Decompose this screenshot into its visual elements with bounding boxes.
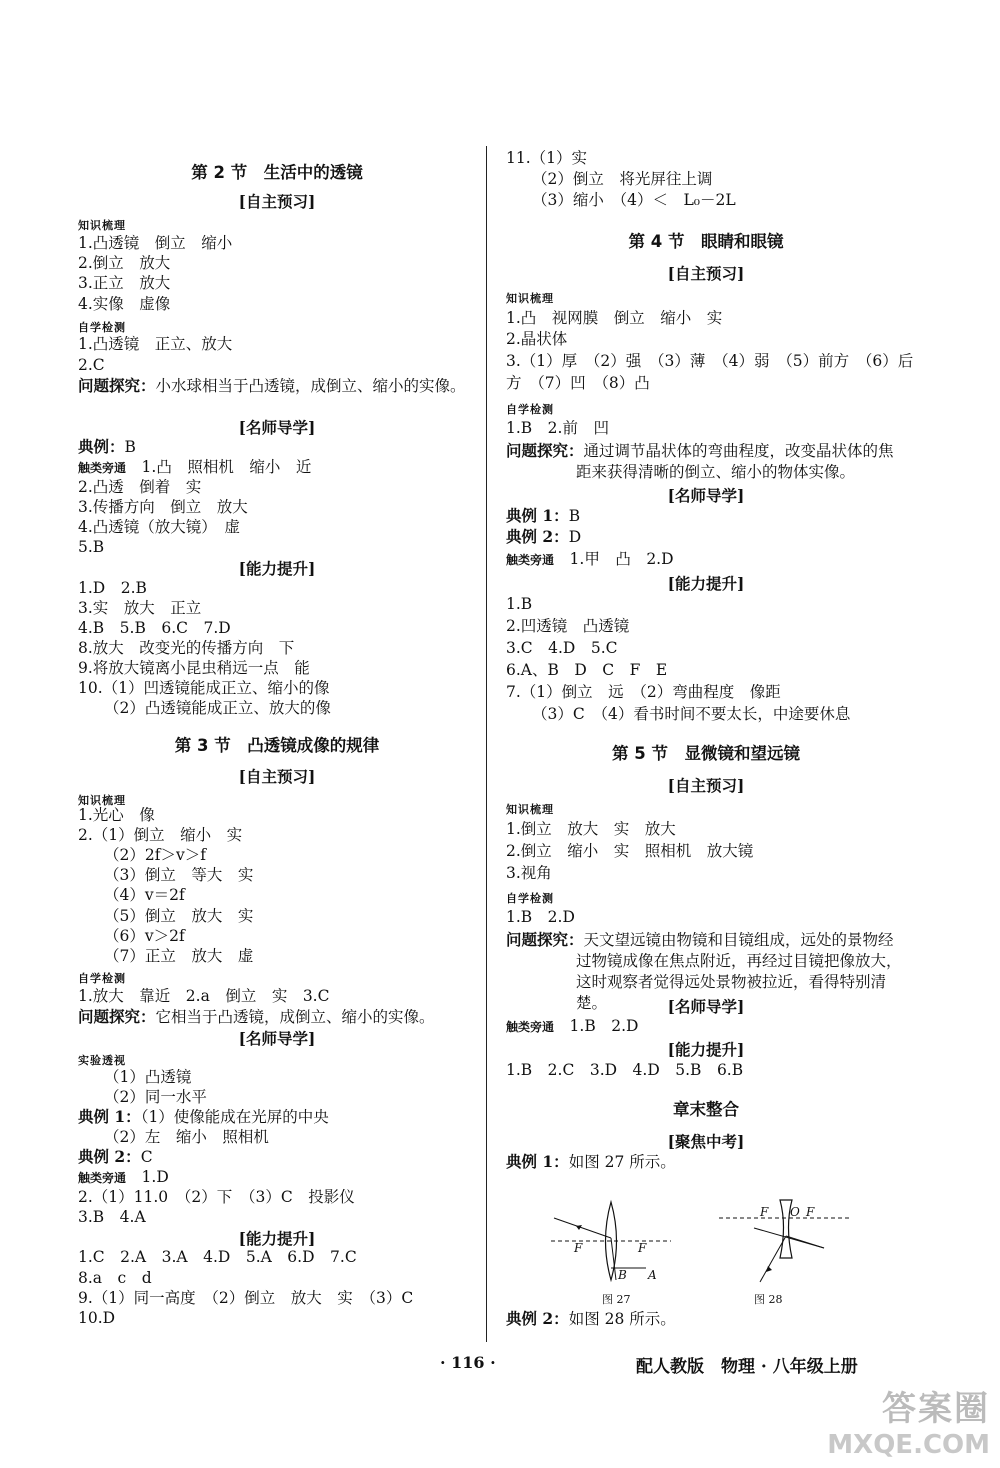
section-title: 第 5 节 显微镜和望远镜 bbox=[612, 744, 800, 763]
fig28-label-o: O bbox=[790, 1205, 800, 1219]
answer-line: 1.B bbox=[506, 595, 533, 613]
inquiry-paragraph bbox=[78, 375, 476, 397]
answer-line: 方 （7）凹 （8）凸 bbox=[506, 374, 650, 392]
answer-line: 1.光心 像 bbox=[78, 806, 155, 824]
inquiry-text: 天文望远镜由物镜和目镜组成，远处的景物经过物镜成像在焦点附近，再经过目镜把像放大，这时观察者觉得远处景物被拉近，看得特别清楚。 bbox=[576, 931, 902, 1012]
tag-label: 实验透视 bbox=[78, 1054, 126, 1067]
answer-line: 2.（1）倒立 缩小 实 bbox=[78, 826, 243, 844]
answer-line: 1.B 2.C 3.D 4.D 5.B 6.B bbox=[506, 1061, 744, 1079]
answer-line: （1）凸透镜 bbox=[104, 1068, 192, 1086]
answer-line: 1.B 2.前 凹 bbox=[506, 419, 609, 437]
ray-segment bbox=[760, 1236, 786, 1282]
subsection-heading: [自主预习] bbox=[667, 776, 745, 795]
inquiry-label: 问题探究： bbox=[506, 441, 584, 460]
answer-line: （2）2f＞v＞f bbox=[104, 846, 206, 864]
answer-line: （3）缩小 （4）＜ L₀－2L bbox=[532, 191, 736, 209]
answer-line: 11.（1）实 bbox=[506, 149, 588, 167]
answer-line: 2.倒立 缩小 实 照相机 放大镜 bbox=[506, 842, 754, 860]
section-title: 第 2 节 生活中的透镜 bbox=[191, 163, 363, 182]
answer-line: 8.放大 改变光的传播方向 下 bbox=[78, 639, 295, 657]
section-title: 第 3 节 凸透镜成像的规律 bbox=[174, 736, 380, 755]
answer-line: 触类旁通 1.甲 凸 2.D bbox=[506, 550, 674, 568]
answer-line: 2.（1）11.0 （2）下 （3）C 投影仪 bbox=[78, 1188, 355, 1206]
answer-line: 触类旁通 1.凸 照相机 缩小 近 bbox=[78, 458, 312, 476]
answer-line: 1.放大 靠近 2.a 倒立 实 3.C bbox=[78, 987, 330, 1005]
answer-line: 典例 1：如图 27 所示。 bbox=[506, 1152, 676, 1171]
answer-line: 3.实 放大 正立 bbox=[78, 599, 202, 617]
answer-line: （4）v＝2f bbox=[104, 886, 185, 904]
column-divider bbox=[486, 146, 487, 1342]
answer-line: 2.晶状体 bbox=[506, 330, 568, 348]
answer-line: 5.B bbox=[78, 538, 105, 556]
subsection-heading: [名师导学] bbox=[667, 486, 745, 505]
inquiry-text: 小水球相当于凸透镜，成倒立、缩小的实像。 bbox=[155, 377, 466, 395]
fig27-label-b: B bbox=[618, 1268, 627, 1282]
tag-label: 自学检测 bbox=[506, 892, 554, 905]
tag-label: 自学检测 bbox=[506, 403, 554, 416]
answer-line: 10.D bbox=[78, 1309, 116, 1327]
fig28-label-f1: F bbox=[760, 1205, 769, 1219]
subsection-heading: [自主预习] bbox=[238, 192, 316, 211]
answer-line: 典例：B bbox=[78, 437, 136, 456]
subsection-heading: [名师导学] bbox=[238, 418, 316, 437]
watermark bbox=[827, 1381, 990, 1460]
answer-line: 4.凸透镜（放大镜） 虚 bbox=[78, 518, 241, 536]
answer-line: 1.倒立 放大 实 放大 bbox=[506, 820, 676, 838]
answer-line: 3.传播方向 倒立 放大 bbox=[78, 498, 248, 516]
subsection-heading: [能力提升] bbox=[667, 1040, 745, 1059]
answer-line: 2.C bbox=[78, 356, 105, 374]
fig28-label-f2: F bbox=[806, 1205, 815, 1219]
tag-label: 自学检测 bbox=[78, 972, 126, 985]
tag-label: 知识梳理 bbox=[78, 794, 126, 807]
figure-27-caption: 图 27 bbox=[602, 1293, 631, 1306]
tag-label: 知识梳理 bbox=[506, 292, 554, 305]
answer-line: 3.视角 bbox=[506, 864, 552, 882]
subsection-heading: [自主预习] bbox=[667, 264, 745, 283]
answer-line: 典例 2：如图 28 所示。 bbox=[506, 1309, 676, 1328]
book-edition: 配人教版 物理 · 八年级上册 bbox=[636, 1357, 858, 1377]
answer-line: 典例 1：B bbox=[506, 506, 581, 525]
answer-line: 7.（1）倒立 远 （2）弯曲程度 像距 bbox=[506, 683, 781, 701]
inquiry-text: 通过调节晶状体的弯曲程度，改变晶状体的焦距来获得清晰的倒立、缩小的物体实像。 bbox=[576, 442, 894, 481]
answer-line: （6）v＞2f bbox=[104, 927, 185, 945]
answer-line: （2）同一水平 bbox=[104, 1088, 207, 1106]
answer-line: （3）C （4）看书时间不要太长，中途要休息 bbox=[532, 705, 851, 723]
answer-line: 1.凸透镜 倒立 缩小 bbox=[78, 234, 233, 252]
answer-line: 典例 2：D bbox=[506, 527, 582, 546]
answer-line: 1.凸透镜 正立、放大 bbox=[78, 335, 233, 353]
answer-line: 9.（1）同一高度 （2）倒立 放大 实 （3）C bbox=[78, 1289, 414, 1307]
answer-line: 4.实像 虚像 bbox=[78, 295, 171, 313]
inquiry-label: 问题探究： bbox=[78, 1007, 156, 1026]
section-title: 章末整合 bbox=[673, 1100, 739, 1119]
answer-line: 典例 1：（1）使像能成在光屏的中央 bbox=[78, 1107, 329, 1126]
fig27-label-f2: F bbox=[638, 1241, 647, 1255]
inquiry-label: 问题探究： bbox=[506, 930, 584, 949]
answer-line: 3.正立 放大 bbox=[78, 274, 171, 292]
answer-line: 典例 2：C bbox=[78, 1147, 153, 1166]
tag-label: 知识梳理 bbox=[78, 219, 126, 232]
answer-line: （2）倒立 将光屏往上调 bbox=[532, 170, 713, 188]
answer-line: 4.B 5.B 6.C 7.D bbox=[78, 619, 231, 637]
answer-line: 1.凸 视网膜 倒立 缩小 实 bbox=[506, 309, 723, 327]
answer-line: 3.（1）厚 （2）强 （3）薄 （4）弱 （5）前方 （6）后 bbox=[506, 352, 914, 370]
answer-line: 8.a c d bbox=[78, 1269, 152, 1287]
figure-28-caption: 图 28 bbox=[754, 1293, 783, 1306]
inquiry-paragraph bbox=[78, 1007, 435, 1027]
answer-line: 1.B 2.D bbox=[506, 908, 575, 926]
subsection-heading: [名师导学] bbox=[238, 1029, 316, 1048]
subsection-heading: [能力提升] bbox=[667, 574, 745, 593]
incident-ray bbox=[554, 1218, 611, 1238]
answer-line: 触类旁通 1.D bbox=[78, 1168, 169, 1186]
figure-28-concave-lens-diagram bbox=[714, 1196, 854, 1288]
fig27-label-f1: F bbox=[574, 1241, 583, 1255]
answer-line: 2.凸透 倒着 实 bbox=[78, 478, 202, 496]
subsection-heading: [能力提升] bbox=[238, 559, 316, 578]
watermark-text: 答案圈 bbox=[882, 1389, 990, 1429]
watermark-url: MXQE.COM bbox=[827, 1430, 990, 1460]
section-title: 第 4 节 眼睛和眼镜 bbox=[628, 232, 784, 251]
answer-line: 1.D 2.B bbox=[78, 579, 147, 597]
answer-line: 3.B 4.A bbox=[78, 1208, 146, 1226]
inquiry-paragraph bbox=[506, 440, 906, 483]
refracted-ray bbox=[786, 1236, 824, 1248]
answer-line: 触类旁通 1.B 2.D bbox=[506, 1017, 639, 1035]
answer-line: 6.A、B D C F E bbox=[506, 661, 668, 679]
answer-line: 9.将放大镜离小昆虫稍远一点 能 bbox=[78, 659, 310, 677]
subsection-heading: [聚焦中考] bbox=[667, 1132, 745, 1151]
answer-line: 2.倒立 放大 bbox=[78, 254, 171, 272]
answer-line: （7）正立 放大 虚 bbox=[104, 947, 254, 965]
subsection-heading: [能力提升] bbox=[238, 1229, 316, 1248]
answer-line: （2）凸透镜能成正立、放大的像 bbox=[104, 699, 331, 717]
page-number: · 116 · bbox=[440, 1353, 496, 1372]
tag-label: 自学检测 bbox=[78, 321, 126, 334]
answer-line: （5）倒立 放大 实 bbox=[104, 907, 254, 925]
answer-line: 3.C 4.D 5.C bbox=[506, 639, 618, 657]
answer-line: 10.（1）凹透镜能成正立、缩小的像 bbox=[78, 679, 330, 697]
tag-label: 知识梳理 bbox=[506, 803, 554, 816]
answer-line: （2）左 缩小 照相机 bbox=[104, 1128, 269, 1146]
subsection-heading: [自主预习] bbox=[238, 767, 316, 786]
fig27-label-a: A bbox=[648, 1268, 657, 1282]
subsection-heading: [名师导学] bbox=[667, 997, 745, 1016]
answer-line: 1.C 2.A 3.A 4.D 5.A 6.D 7.C bbox=[78, 1248, 357, 1266]
inquiry-label: 问题探究： bbox=[78, 376, 156, 395]
answer-line: 2.凹透镜 凸透镜 bbox=[506, 617, 630, 635]
answer-line: （3）倒立 等大 实 bbox=[104, 866, 254, 884]
inquiry-text: 它相当于凸透镜，成倒立、缩小的实像。 bbox=[155, 1008, 435, 1026]
